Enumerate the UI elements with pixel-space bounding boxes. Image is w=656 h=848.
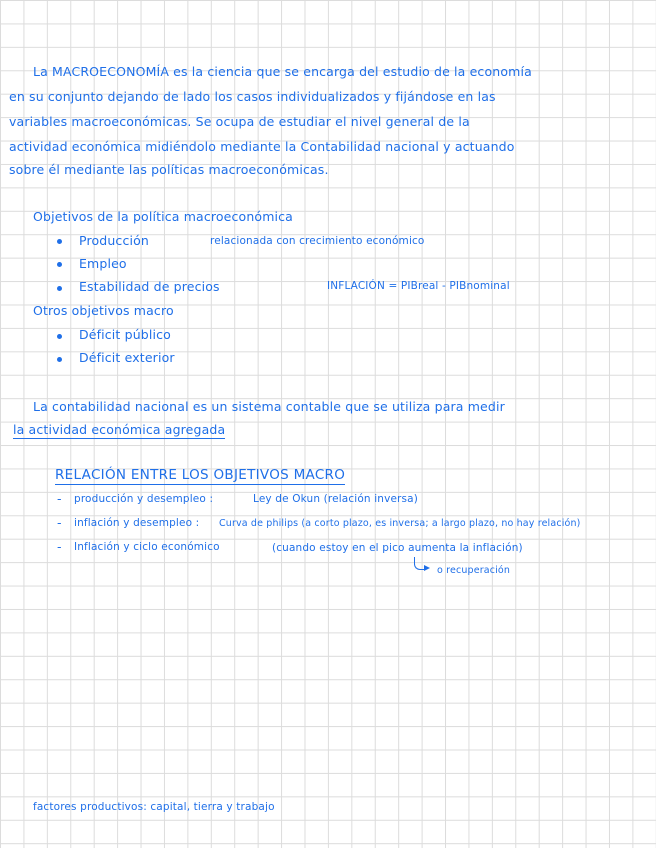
objective-price-stability: Estabilidad de precios bbox=[79, 279, 220, 294]
objectives-heading: Objetivos de la política macroeconómica bbox=[33, 209, 293, 224]
intro-line-4: actividad económica midiéndolo mediante la Contabilidad nacional y actuando bbox=[9, 139, 515, 154]
accounting-line-2-text: la actividad económica agregada bbox=[13, 422, 226, 437]
relation-3-left: Inflación y ciclo económico bbox=[74, 541, 220, 553]
relation-1-left: producción y desempleo : bbox=[74, 493, 214, 505]
other-objective-external-deficit: Déficit exterior bbox=[79, 350, 175, 365]
relations-heading bbox=[55, 469, 345, 483]
productive-factors-note: factores productivos: capital, tierra y trabajo bbox=[33, 801, 275, 813]
objective-production-note: relacionada con crecimiento económico bbox=[210, 235, 425, 247]
objective-employment: Empleo bbox=[79, 256, 127, 271]
relation-1-right: Ley de Okun (relación inversa) bbox=[253, 493, 418, 505]
bullet-icon bbox=[57, 239, 62, 244]
relation-2-left: inflación y desempleo : bbox=[74, 517, 200, 529]
intro-line-2: en su conjunto dejando de lado los casos individualizados y fijándose en las bbox=[9, 89, 496, 104]
bullet-icon bbox=[57, 262, 62, 267]
relation-2-right: Curva de philips (a corto plazo, es inversa; a largo plazo, no hay relación) bbox=[219, 518, 581, 529]
relation-3-right: (cuando estoy en el pico aumenta la inflación) bbox=[272, 542, 523, 554]
objective-production: Producción bbox=[79, 233, 149, 248]
relations-heading-text: RELACIÓN ENTRE LOS OBJETIVOS MACRO bbox=[55, 467, 346, 483]
intro-line-3: variables macroeconómicas. Se ocupa de estudiar el nivel general de la bbox=[9, 114, 470, 129]
other-objective-public-deficit: Déficit público bbox=[79, 327, 171, 342]
bullet-icon bbox=[57, 286, 62, 291]
bullet-icon bbox=[57, 334, 62, 339]
dash-icon: - bbox=[57, 515, 62, 530]
dash-icon: - bbox=[57, 539, 62, 554]
relation-3-subnote: o recuperación bbox=[437, 565, 511, 576]
dash-icon: - bbox=[57, 491, 62, 506]
intro-line-5: sobre él mediante las políticas macroeconómicas. bbox=[9, 162, 329, 177]
bullet-icon bbox=[57, 357, 62, 362]
intro-line-1: La MACROECONOMÍA es la ciencia que se encarga del estudio de la economía bbox=[33, 64, 532, 79]
inflation-formula: INFLACIÓN = PIBreal - PIBnominal bbox=[327, 280, 510, 292]
accounting-line-2 bbox=[13, 424, 225, 437]
accounting-line-1: La contabilidad nacional es un sistema contable que se utiliza para medir bbox=[33, 399, 505, 414]
other-objectives-heading: Otros objetivos macro bbox=[33, 303, 174, 318]
arrow-head-icon bbox=[424, 565, 430, 571]
